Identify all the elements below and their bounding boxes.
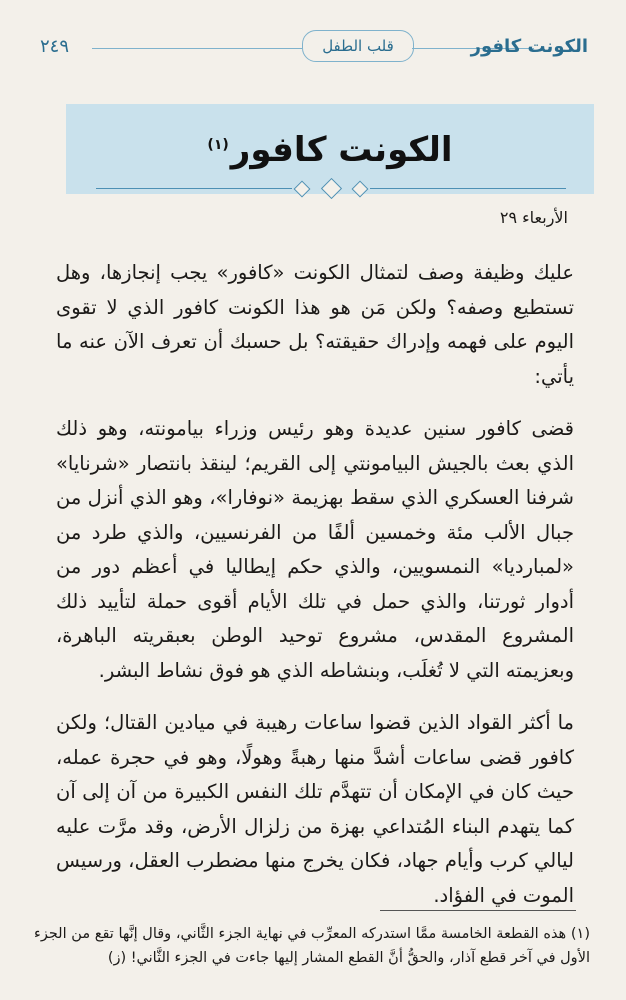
footnote-rule bbox=[380, 910, 576, 911]
header-ornament-text: قلب الطفل bbox=[322, 37, 394, 55]
paragraph: عليك وظيفة وصف لتمثال الكونت «كافور» يجب إنجازها، وهل تستطيع وصفه؟ ولكن مَن هو هذا الكونت كافور الذي لا تقوى اليوم على فهمه وإدراك حقيقته؟ بل حسبك أن تعرف الآن عنه ما يأتي: bbox=[56, 261, 574, 388]
divider-diamond-center-icon bbox=[321, 178, 342, 199]
running-title: الكونت كافور bbox=[470, 36, 588, 57]
divider-diamond-icon bbox=[294, 181, 311, 198]
paragraph: قضى كافور سنين عديدة وهو رئيس وزراء بيامونته، وهو ذلك الذي بعث بالجيش البيامونتي إلى القريم؛ لينقذ بانتصار «شرنايا» شرفنا العسكري الذي سقط بهزيمة «نوفارا»، وهو الذي أنزل من جبال الألب مئة وخمسين ألفًا من الفرنسيين، والذي طرد من «لمبارديا» النمسويين، والذي حكم إيطاليا في أعظم دور من أدوار ثورتنا، والذي حمل في تلك الأيام أقوى حملة لتأييد ذلك المشروع المقدس، مشروع توحيد الوطن بعبقريته الباهرة، وبعزيمته التي لا تُغلَب، وبنشاطه الذي هو فوق نشاط البشر. bbox=[56, 417, 574, 682]
divider-line-left bbox=[96, 188, 292, 189]
running-head bbox=[40, 32, 588, 62]
header-ornament bbox=[302, 30, 414, 62]
footnote-number: (١) bbox=[570, 926, 590, 942]
entry-date: الأربعاء ٢٩ bbox=[499, 208, 568, 227]
paragraph: ما أكثر القواد الذين قضوا ساعات رهيبة في ميادين القتال؛ ولكن كافور قضى ساعات أشدَّ منها رهبةً وهولًا، وهو في حجرة عمله، حيث كان في الإمكان أن تتهدَّم تلك النفس الكبيرة من آن إلى آن كما يتهدم البناء المُتداعي بهزة من زلزال الأرض، وقد مرَّت عليه ليالي كرب وأيام جهاد، فكان يخرج منها مضطرب العقل، ورسيس الموت في الفؤاد. bbox=[56, 711, 574, 907]
header-rule-left bbox=[92, 48, 302, 49]
divider-line-right bbox=[370, 188, 566, 189]
divider-diamond-icon bbox=[352, 181, 369, 198]
footnote bbox=[34, 922, 590, 970]
footnote-text: هذه القطعة الخامسة ممَّا استدركه المعرِّب في نهاية الجزء الثَّاني، وقال إنَّها تقع من الجزء الأول في آخر قطع آذار، والحقُّ أنَّ القطع المشار إليها جاءت في الجزء الثَّاني! (ز) bbox=[34, 926, 590, 966]
footnote-marker: (١) bbox=[207, 136, 229, 153]
page-number: ٢٤٩ bbox=[40, 36, 70, 57]
title-divider-ornament bbox=[96, 180, 566, 198]
body-text bbox=[56, 256, 574, 931]
chapter-title bbox=[66, 130, 594, 170]
chapter-title-text: الكونت كافور bbox=[230, 130, 453, 170]
